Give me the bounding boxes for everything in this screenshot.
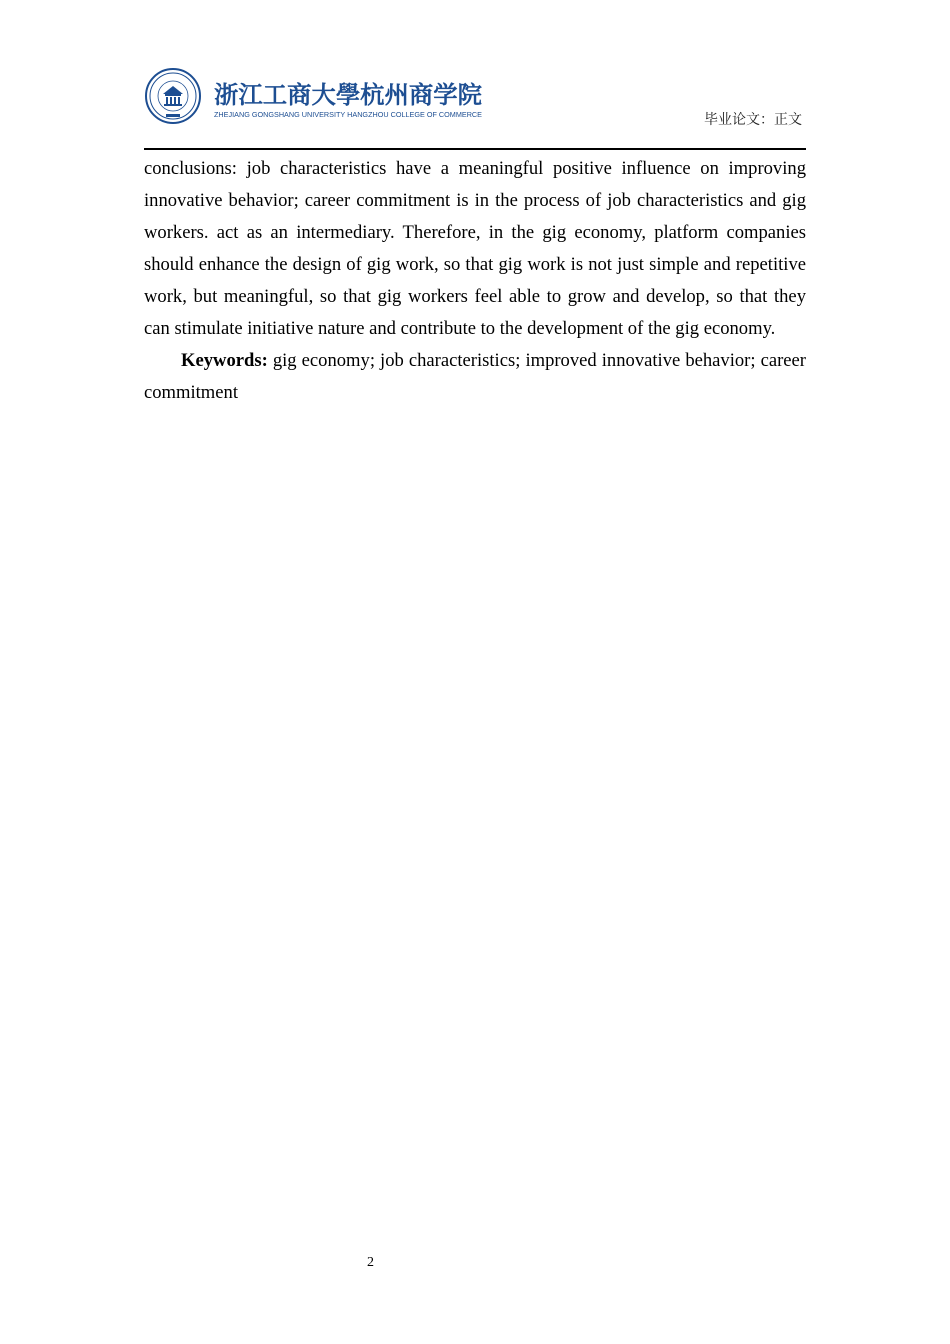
logo-chinese-name: 浙江工商大學杭州商学院 [214, 81, 482, 109]
abstract-body [144, 153, 806, 409]
university-logo [144, 66, 489, 126]
header-divider [144, 148, 806, 150]
abstract-paragraph: conclusions: job characteristics have a meaningful positive influence on improving innovative behavior; career commitment is in the process of job characteristics and gig workers. act as an intermediary. Therefore, in the gig economy, platform companies should enhance the design of gig work, so that gig work is not just simple and repetitive work, but meaningful, so that gig workers feel able to grow and develop, so that they can stimulate initiative nature and contribute to the development of the gig economy. [144, 158, 806, 339]
header-section-label: 毕业论文：正文 [704, 112, 802, 128]
page-number: 2 [367, 1255, 374, 1270]
university-seal-icon [146, 69, 482, 123]
logo-english-name: ZHEJIANG GONGSHANG UNIVERSITY HANGZHOU COLLEGE OF COMMERCE [214, 112, 483, 119]
keywords-label: Keywords: [181, 350, 268, 371]
keywords-text: gig economy; job characteristics; improved innovative behavior; career commitment [144, 350, 806, 403]
keywords-line [144, 345, 806, 409]
